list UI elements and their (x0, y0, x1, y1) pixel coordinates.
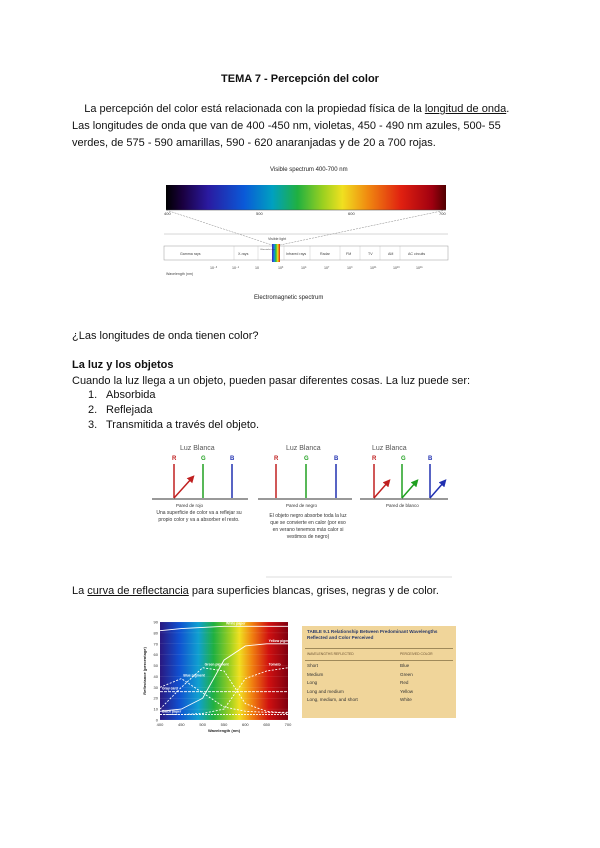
svg-text:10⁻³: 10⁻³ (210, 266, 218, 270)
series-label: Gray card (162, 686, 178, 691)
table-cell-color: Blue (400, 663, 410, 668)
spectrum-figure (160, 160, 452, 305)
y-tick-label: 0 (155, 717, 158, 723)
wavelength-color-table (302, 626, 456, 718)
table-cell-wavelength: Long (307, 680, 318, 685)
y-tick-label: 10 (153, 706, 158, 712)
svg-text:Luz Blanca: Luz Blanca (372, 445, 407, 452)
table-col-header-2: PERCEIVED COLOR (400, 652, 433, 656)
x-tick-label: 550 (220, 722, 228, 727)
table-cell-color: Yellow (400, 688, 414, 694)
list-item: 3. Transmitida a través del objeto. (88, 419, 260, 431)
visible-spectrum-bar (166, 185, 446, 210)
list-item: 2. Reflejada (88, 404, 153, 416)
svg-text:B: B (428, 456, 433, 462)
table-cell-wavelength: Medium (307, 671, 324, 677)
x-tick-label: 600 (241, 722, 249, 727)
table-cell-wavelength: Long, medium, and short (307, 697, 358, 702)
svg-text:10⁻¹: 10⁻¹ (232, 266, 240, 270)
reflectance-chart (140, 614, 298, 740)
band-ac: AC circuits (408, 252, 426, 256)
reflectance-curve-link[interactable]: curva de reflectancia (87, 585, 189, 597)
tick-400: 400 (164, 211, 171, 216)
y-tick-label: 70 (153, 641, 158, 647)
tick-500: 500 (256, 211, 263, 216)
svg-text:B: B (230, 456, 235, 462)
section-intro: Cuando la luz llega a un objeto, pueden pasar diferentes cosas. La luz puede ser: (72, 375, 471, 387)
light-objects-svg (146, 438, 452, 580)
y-axis-label: Reflectance (percentage) (142, 647, 147, 695)
spectrum-caption: Electromagnetic spectrum (254, 295, 324, 301)
svg-text:10⁹: 10⁹ (347, 266, 353, 270)
table-col-header-1: WAVELENGTHS REFLECTED (307, 652, 354, 656)
band-am: AM (388, 252, 394, 256)
intro-line-3: verdes, de 575 - 590 amarillas, 590 - 620 anaranjadas y de 20 a 700 rojas. (72, 137, 436, 149)
spectrum-svg (160, 160, 452, 305)
svg-text:G: G (201, 456, 206, 462)
panel-caption: El objeto negro absorbe toda la luz que se convierte en calor (por eso en verano tenemos más calor si vestimos de negro) (269, 513, 347, 540)
list-item: 1. Absorbida (88, 389, 156, 401)
table-cell-color: Red (400, 680, 409, 685)
series-label: Yellow pigment (268, 638, 294, 643)
tick-700: 700 (439, 211, 446, 216)
table-row (307, 672, 451, 681)
table-cell-wavelength: Short (307, 663, 318, 668)
svg-text:Pared de blanco: Pared de blanco (386, 503, 419, 508)
band-ir: Infrared rays (286, 252, 307, 256)
table-cell-color: White (400, 697, 412, 702)
svg-text:R: R (372, 456, 377, 462)
series-label: Tomato (268, 662, 281, 667)
tick-600: 600 (348, 211, 355, 216)
svg-text:R: R (274, 456, 279, 462)
x-tick-label: 500 (199, 722, 207, 727)
svg-text:Pared de rojo: Pared de rojo (176, 503, 204, 508)
svg-text:B: B (334, 456, 339, 462)
y-tick-label: 40 (153, 673, 158, 679)
section-heading: La luz y los objetos (72, 359, 174, 371)
svg-text:10¹³: 10¹³ (393, 266, 400, 270)
band-xray: X-rays (238, 252, 249, 256)
intro-line-2: Las longitudes de onda que van de 400 -450 nm, violetas, 450 - 490 nm azules, 500- 55 (72, 120, 501, 132)
x-tick-label: 450 (177, 722, 185, 727)
svg-text:10¹⁵: 10¹⁵ (416, 266, 423, 270)
table-cell-color: Green (400, 671, 413, 677)
svg-text:10: 10 (255, 266, 259, 270)
x-tick-label: 700 (284, 722, 292, 727)
band-gamma: Gamma rays (180, 252, 201, 256)
panel-reflect-red (150, 445, 248, 550)
light-options-list (88, 388, 388, 433)
x-axis-label: Wavelength (nm) (207, 728, 241, 733)
light-objects-figure (146, 438, 452, 580)
panel-caption: Una superficie de color va a reflejar su propio color y va a absorber el resto. (156, 510, 242, 523)
svg-text:Pared de negro: Pared de negro (286, 503, 318, 508)
question-text: ¿Las longitudes de onda tienen color? (72, 330, 259, 342)
band-radar: Radar (320, 252, 330, 256)
series-label: White paper (226, 621, 246, 626)
series-label: Black paper (162, 709, 182, 714)
reflectance-chart-svg (140, 614, 298, 740)
reflectance-text: La curva de reflectancia para superficies blancas, grises, negras y de color. (72, 585, 439, 597)
panel-absorb-black (258, 445, 352, 573)
spectrum-title: Visible spectrum 400-700 nm (270, 167, 348, 173)
series-label: Green pigment (204, 662, 229, 667)
table-row (307, 680, 451, 689)
visible-light-label: Visible light (268, 237, 287, 241)
intro-paragraph (72, 101, 532, 152)
svg-text:R: R (172, 456, 177, 462)
svg-text:G: G (304, 456, 309, 462)
wavelength-link[interactable]: longitud de onda (424, 103, 507, 115)
svg-text:10¹¹: 10¹¹ (370, 266, 377, 270)
y-tick-label: 30 (153, 684, 158, 690)
wavelength-values (210, 266, 423, 270)
panel-reflect-white (360, 445, 448, 508)
band-uv: Ultra-violet rays (260, 249, 276, 251)
x-tick-label: 650 (263, 722, 271, 727)
svg-text:10³: 10³ (278, 266, 284, 270)
table-title: TABLE 9.1 Relationship Between Predominant Wavelengths Reflected and Color Perceived (307, 629, 438, 640)
table-row (307, 689, 451, 698)
band-tv: TV (368, 252, 373, 256)
x-tick-label: 400 (156, 722, 164, 727)
svg-text:10⁵: 10⁵ (301, 266, 307, 270)
svg-text:Luz Blanca: Luz Blanca (286, 445, 321, 452)
series-label: Blue pigment (183, 673, 205, 678)
y-tick-label: 90 (153, 619, 158, 625)
table-row (307, 663, 451, 672)
y-tick-label: 60 (153, 652, 158, 658)
svg-text:G: G (401, 456, 406, 462)
y-tick-label: 80 (153, 630, 158, 636)
y-tick-label: 50 (153, 663, 158, 669)
wavelength-axis-label: Wavelength (nm) (166, 272, 194, 276)
svg-text:10⁷: 10⁷ (324, 266, 330, 270)
table-row (307, 697, 451, 706)
intro-line-1: La percepción del color está relacionada con la propiedad física de la longitud de onda. (84, 103, 510, 115)
visible-band (272, 244, 280, 262)
page-title: TEMA 7 - Percepción del color (221, 73, 379, 85)
table-cell-wavelength: Long and medium (307, 688, 344, 694)
y-tick-label: 20 (153, 695, 158, 701)
svg-text:Luz Blanca: Luz Blanca (180, 445, 215, 452)
band-fm: FM (346, 252, 352, 256)
